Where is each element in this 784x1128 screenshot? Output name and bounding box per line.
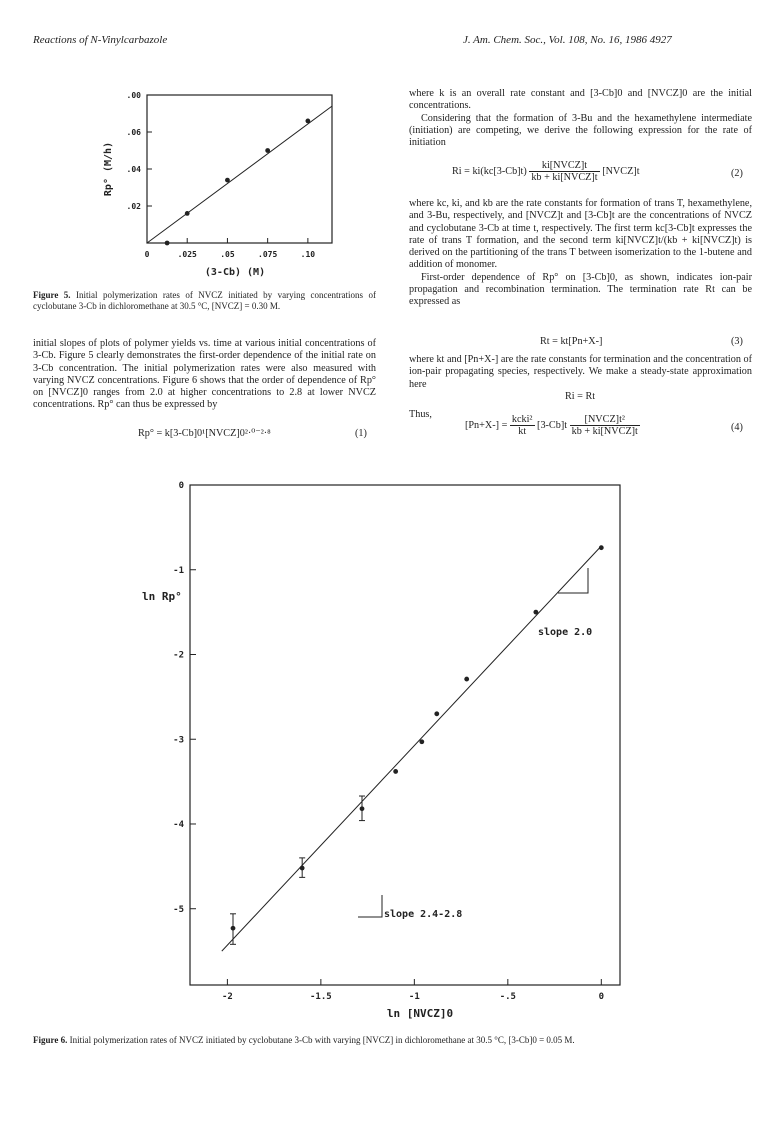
x-tick-label: -.5 bbox=[499, 992, 516, 1002]
figure-5-label: Figure 5. bbox=[33, 290, 71, 300]
eq2-rhs: [NVCZ]t bbox=[602, 165, 640, 177]
y-tick-label: .06 bbox=[126, 127, 141, 137]
left-column bbox=[33, 338, 376, 412]
running-head-left: Reactions of N-Vinylcarbazole bbox=[33, 34, 168, 46]
right-paragraph-4: First-order dependence of Rp° on [3-Cb]0, as shown, indicates ion-pair propagation and recombination termination. The termination rate Rt can be expressed as bbox=[409, 271, 752, 308]
figure-5-text: Initial polymerization rates of NVCZ initiated by varying concentrations of cyclobutane 3-Cb in dichloromethane at 30.5 °C, [NVCZ] = 0.30 M. bbox=[33, 290, 376, 311]
eq2-fraction bbox=[529, 160, 599, 183]
slope-annotation: slope 2.4-2.8 bbox=[384, 909, 463, 920]
data-point bbox=[464, 677, 469, 682]
figure-6-label: Figure 6. bbox=[33, 1035, 68, 1045]
data-point bbox=[165, 241, 170, 246]
x-tick-label: -2 bbox=[221, 992, 233, 1002]
data-point bbox=[599, 545, 604, 550]
right-column-top bbox=[409, 88, 752, 149]
data-point bbox=[393, 769, 398, 774]
eq2-lhs: Ri = ki(kc[3-Cb]t) bbox=[452, 165, 527, 177]
right-paragraph-5: where kt and [Pn+X-] are the rate constants for termination and the concentration of ion-pair propagating species, respectively. We make a steady-state approximation here bbox=[409, 354, 752, 390]
eq2-denominator: kb + ki[NVCZ]t bbox=[531, 172, 598, 183]
equation-2-number: (2) bbox=[731, 168, 743, 179]
equation-3: Rt = kt[Pn+X-] bbox=[540, 336, 603, 347]
y-tick-label: .00 bbox=[126, 90, 141, 100]
fit-line bbox=[222, 546, 602, 951]
data-point bbox=[419, 739, 424, 744]
x-axis-label: ln [NVCZ]0 bbox=[386, 1007, 454, 1020]
slope-marker bbox=[358, 895, 382, 917]
eq4-f1-numerator: kcki² bbox=[511, 414, 533, 425]
left-paragraph-1: initial slopes of plots of polymer yields vs. time at various initial concentrations of 3-Cb. Figure 5 clearly demonstrates the first-order dependence of the initial rate on 3-Cb concentration. The initial polymerization rates were also measured with varying NVCZ concentrations. Figure 6 shows that the order of dependence of Rp° on [NVCZ]0 ranges from 2.0 at higher concentrations to 2.8 at lower NVCZ concentrations. Rp° can thus be expressed by bbox=[33, 338, 376, 411]
data-point bbox=[300, 866, 305, 871]
right-column-lower bbox=[409, 354, 752, 391]
thus-text: Thus, bbox=[409, 409, 432, 420]
data-point bbox=[434, 711, 439, 716]
equation-1: Rp° = k[3-Cb]0¹[NVCZ]0²·⁰⁻²·⁸ bbox=[138, 428, 271, 439]
equation-1-number: (1) bbox=[355, 428, 367, 439]
y-tick-label: -2 bbox=[173, 650, 184, 661]
eq4-mid: [3-Cb]t bbox=[537, 419, 568, 431]
eq2-numerator: ki[NVCZ]t bbox=[529, 160, 599, 172]
x-tick-label: -1 bbox=[408, 992, 420, 1002]
equation-2 bbox=[452, 160, 640, 183]
x-tick-label: .05 bbox=[220, 250, 235, 259]
data-point bbox=[265, 148, 270, 153]
right-paragraph-2: Considering that the formation of 3-Bu and the hexamethylene intermediate (initiation) are competing, we derive the following expression for the rate of initiation bbox=[409, 112, 752, 149]
running-head-right bbox=[463, 34, 672, 46]
equation-steady-state: Ri = Rt bbox=[565, 391, 596, 402]
figure-6-caption bbox=[33, 1035, 751, 1046]
figure-6-text: Initial polymerization rates of NVCZ initiated by cyclobutane 3-Cb with varying [NVCZ] in dichloromethane at 30.5 °C, [3-Cb]0 = 0.05 M. bbox=[69, 1035, 575, 1045]
right-paragraph-1: where k is an overall rate constant and [3-Cb]0 and [NVCZ]0 are the initial concentrations. bbox=[409, 88, 752, 112]
x-tick-label: 0 bbox=[598, 992, 605, 1002]
y-tick-label: .04 bbox=[126, 164, 141, 174]
data-point bbox=[225, 178, 230, 183]
y-tick-label: 0 bbox=[178, 481, 184, 492]
figure-6-chart bbox=[120, 465, 660, 1030]
eq4-f1-denominator: kt bbox=[518, 426, 527, 437]
y-tick-label: -3 bbox=[173, 735, 184, 746]
data-point bbox=[533, 610, 538, 615]
y-tick-label: -4 bbox=[173, 820, 184, 831]
right-paragraph-3: where kc, ki, and kb are the rate constants for formation of trans T, hexamethylene, and 3-Bu, respectively, and [NVCZ]t and [3-Cb]t are the concentrations of NVCZ and cyclobutane 3-Cb at time t, respectively. The first term kc[3-Cb]t expresses the rate of trans T formation, and the second term ki[NVCZ]t/(kb + ki[NVCZ]t) is derived on the partitioning of the trans T between isomerization to the 1-butene and addition of monomer. bbox=[409, 198, 752, 271]
equation-3-number: (3) bbox=[731, 336, 743, 347]
x-tick-label: .075 bbox=[258, 250, 278, 259]
x-axis-label: (3-Cb) (M) bbox=[204, 267, 266, 278]
eq4-fraction-2 bbox=[570, 414, 640, 437]
data-point bbox=[185, 211, 190, 216]
x-tick-label: .10 bbox=[300, 250, 316, 259]
figure-5-chart bbox=[85, 85, 355, 280]
data-point bbox=[360, 806, 365, 811]
right-column-mid bbox=[409, 198, 752, 309]
y-axis-label: ln Rp° bbox=[142, 590, 182, 603]
slope-annotation: slope 2.0 bbox=[538, 627, 593, 638]
equation-4 bbox=[465, 414, 640, 437]
data-point bbox=[231, 926, 236, 931]
eq4-lhs: [Pn+X-] = bbox=[465, 419, 508, 431]
figure-5-caption bbox=[33, 290, 376, 311]
eq4-f2-denominator: kb + ki[NVCZ]t bbox=[571, 426, 638, 437]
y-tick-label: .02 bbox=[126, 201, 141, 211]
equation-4-number: (4) bbox=[731, 422, 743, 433]
plot-frame bbox=[147, 95, 332, 243]
slope-marker bbox=[558, 568, 588, 593]
y-tick-label: -5 bbox=[173, 904, 184, 915]
fit-line bbox=[147, 106, 332, 243]
x-tick-label: 0 bbox=[144, 250, 150, 259]
x-tick-label: .025 bbox=[177, 250, 197, 259]
x-tick-label: -1.5 bbox=[310, 992, 332, 1002]
eq4-fraction-1 bbox=[510, 414, 535, 437]
y-tick-label: -1 bbox=[173, 565, 184, 576]
data-point bbox=[305, 119, 310, 124]
eq4-f2-numerator: [NVCZ]t² bbox=[570, 414, 640, 426]
y-axis-label: Rp° (M/h) bbox=[103, 141, 114, 197]
journal-citation: J. Am. Chem. Soc., Vol. 108, No. 16, 1986 4927 bbox=[463, 34, 672, 46]
